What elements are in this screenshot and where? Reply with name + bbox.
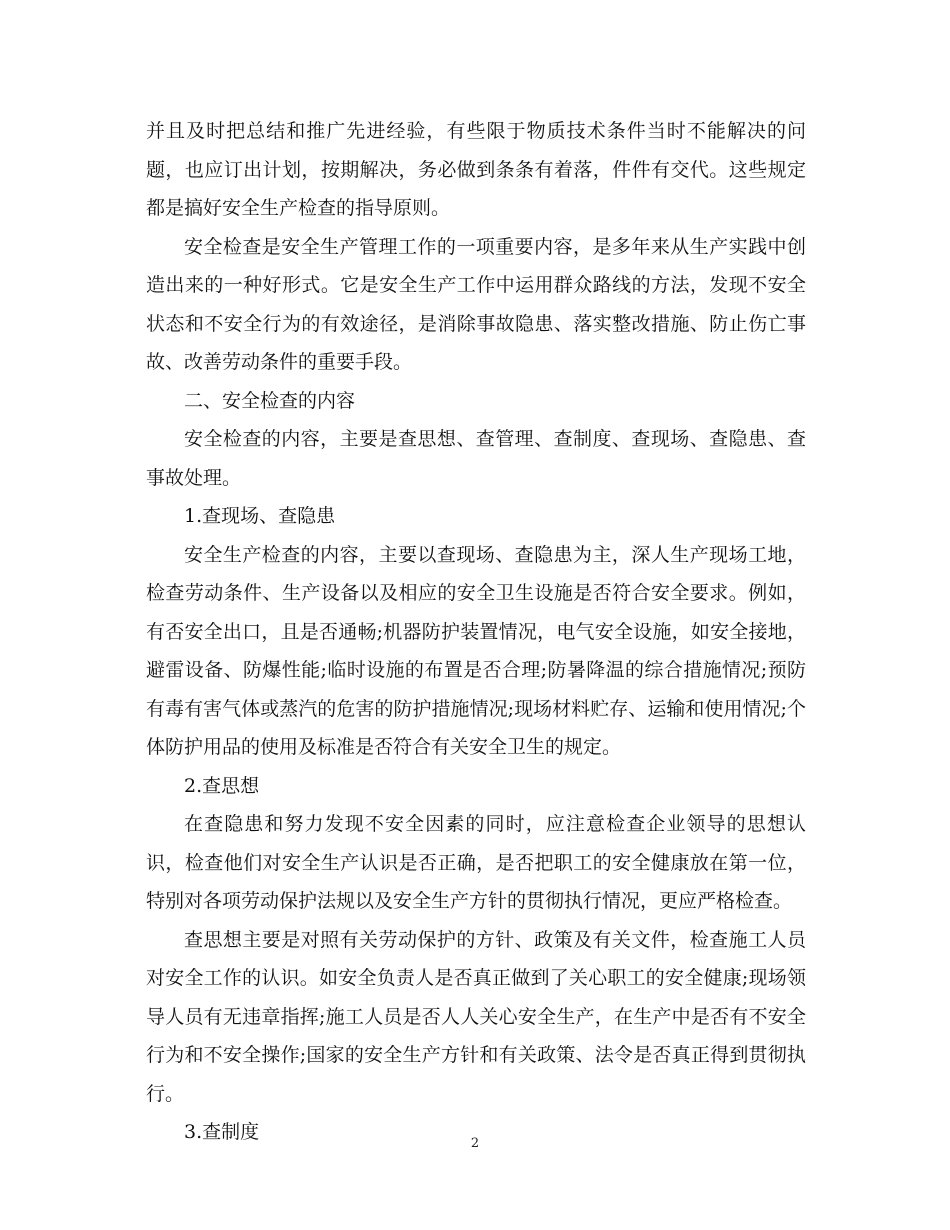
paragraph-2: 安全检查是安全生产管理工作的一项重要内容，是多年来从生产实践中创造出来的一种好形式。它是安全生产工作中运用群众路线的方法，发现不安全状态和不安全行为的有效途径，是消除事故隐患、落实整改措施、防止伤亡事故、改善劳动条件的重要手段。	[146, 235, 806, 373]
paragraph-1: 并且及时把总结和推广先进经验，有些限于物质技术条件当时不能解决的问题，也应订出计划，按期解决，务必做到条条有着落，件件有交代。这些规定都是搞好安全生产检查的指导原则。	[146, 120, 806, 219]
subheading-1: 1.查现场、查隐患	[184, 505, 336, 527]
paragraph-8: 在查隐患和努力发现不安全因素的同时，应注意检查企业领导的思想认识，检查他们对安全生产认识是否正确，是否把职工的安全健康放在第一位，特别对各项劳动保护法规以及安全生产方针的贯彻执行情况，更应严格检查。	[146, 813, 806, 912]
paragraph-9: 查思想主要是对照有关劳动保护的方针、政策及有关文件，检查施工人员对安全工作的认识。如安全负责人是否真正做到了关心职工的安全健康;现场领导人员有无违章指挥;施工人员是否人人关心安全生产，在生产中是否有不安全行为和不安全操作;国家的安全生产方针和有关政策、法令是否真正得到贯彻执行。	[146, 928, 806, 1105]
section-heading-2: 二、安全检查的内容	[184, 389, 356, 412]
page-number: 2	[470, 1136, 480, 1151]
subheading-2: 2.查思想	[184, 774, 260, 797]
paragraph-6: 安全生产检查的内容，主要以查现场、查隐患为主，深人生产现场工地，检查劳动条件、生产设备以及相应的安全卫生设施是否符合安全要求。例如，有否安全出口，且是否通畅;机器防护装置情况，电气安全设施，如安全接地，避雷设备、防爆性能;临时设施的布置是否合理;防暑降温的综合措施情况;预防有毒有害气体或蒸汽的危害的防护措施情况;现场材料贮存、运输和使用情况;个体防护用品的使用及标准是否符合有关安全卫生的规定。	[146, 543, 806, 758]
subheading-3: 3.查制度	[184, 1121, 260, 1143]
document-body	[146, 112, 806, 1152]
paragraph-4: 安全检查的内容，主要是查思想、查管理、查制度、查现场、查隐患、查事故处理。	[146, 428, 806, 489]
